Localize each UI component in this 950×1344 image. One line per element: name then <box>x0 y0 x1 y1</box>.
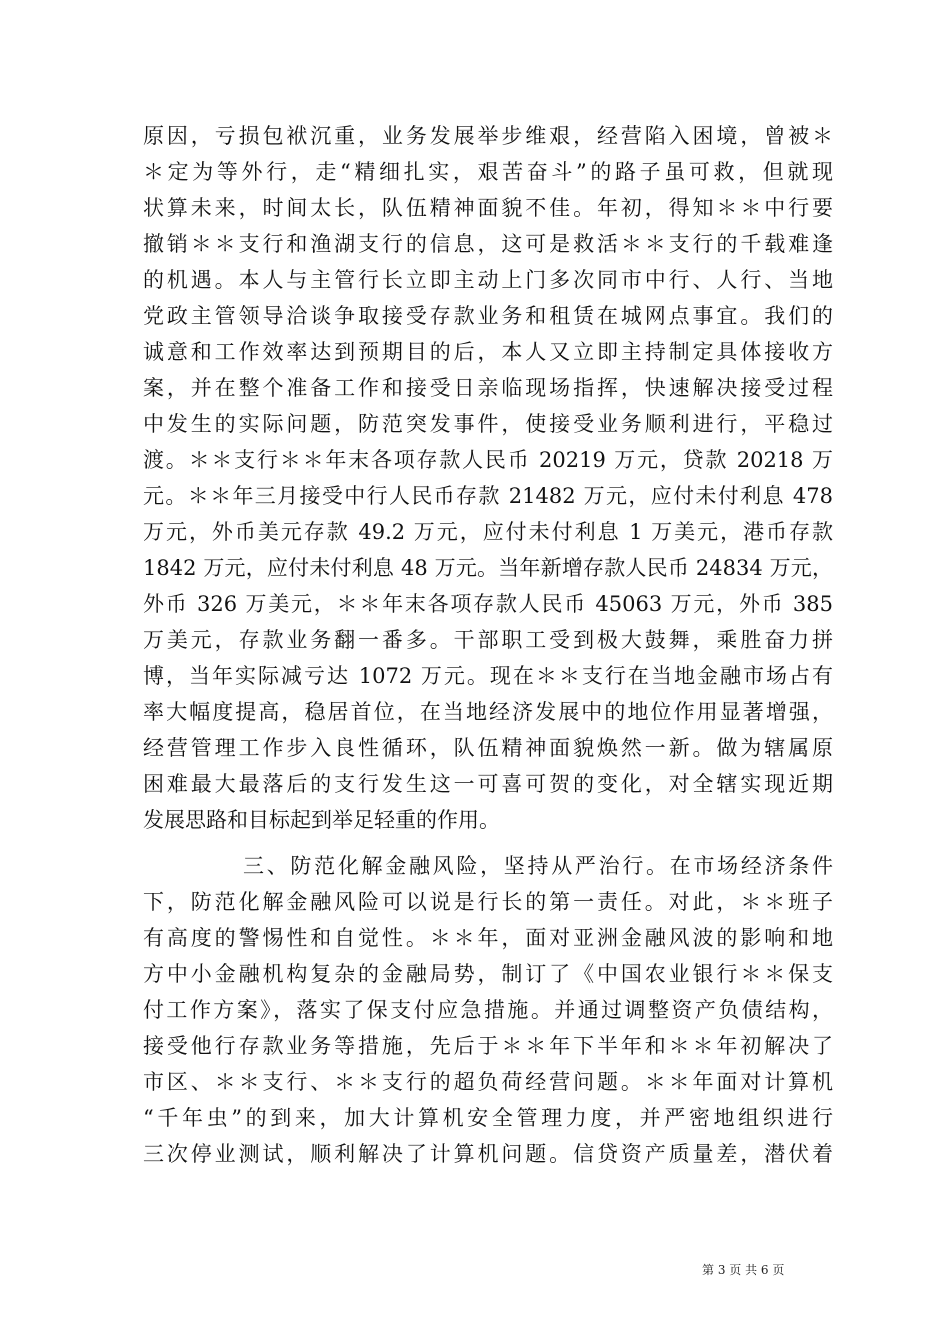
text-line: 原因，亏损包袱沉重，业务发展举步维艰，经营陷入困境，曾被＊ <box>143 124 833 148</box>
text-line: 博，当年实际减亏达 1072 万元。现在＊＊支行在当地金融市场占有 <box>143 664 833 688</box>
text-line: 外币 326 万美元，＊＊年末各项存款人民币 45063 万元，外币 385 <box>143 592 833 616</box>
text-line: 方中小金融机构复杂的金融局势，制订了《中国农业银行＊＊保支 <box>143 962 833 986</box>
text-line: 的机遇。本人与主管行长立即主动上门多次同市中行、人行、当地 <box>143 268 833 292</box>
text-line: 万元，外币美元存款 49.2 万元，应付未付利息 1 万美元，港币存款 <box>143 520 833 544</box>
text-line: 渡。＊＊支行＊＊年末各项存款人民币 20219 万元，贷款 20218 万 <box>143 448 833 472</box>
text-line: 付工作方案》，落实了保支付应急措施。并通过调整资产负债结构， <box>143 998 833 1022</box>
text-line: 三、防范化解金融风险，坚持从严治行。在市场经济条件 <box>243 854 833 878</box>
text-line: 三次停业测试，顺利解决了计算机问题。信贷资产质量差，潜伏着 <box>143 1142 833 1166</box>
paragraph-2 <box>143 848 833 1172</box>
text-line: “千年虫”的到来，加大计算机安全管理力度，并严密地组织进行 <box>143 1106 833 1130</box>
text-line: 案，并在整个准备工作和接受日亲临现场指挥，快速解决接受过程 <box>143 376 833 400</box>
text-line: 下，防范化解金融风险可以说是行长的第一责任。对此，＊＊班子 <box>143 890 833 914</box>
page-number: 第 3 页 共 6 页 <box>702 1263 785 1277</box>
paragraph-gap <box>143 838 833 848</box>
text-line: 万美元，存款业务翻一番多。干部职工受到极大鼓舞，乘胜奋力拼 <box>143 628 833 652</box>
text-line: 元。＊＊年三月接受中行人民币存款 21482 万元，应付未付利息 478 <box>143 484 833 508</box>
text-line: 1842 万元，应付未付利息 48 万元。当年新增存款人民币 24834 万元， <box>143 556 833 580</box>
text-line: 经营管理工作步入良性循环，队伍精神面貌焕然一新。做为辖属原 <box>143 736 833 760</box>
text-line: 中发生的实际问题，防范突发事件，使接受业务顺利进行，平稳过 <box>143 412 833 436</box>
text-line: 党政主管领导洽谈争取接受存款业务和租赁在城网点事宜。我们的 <box>143 304 833 328</box>
text-line: 市区、＊＊支行、＊＊支行的超负荷经营问题。＊＊年面对计算机 <box>143 1070 833 1094</box>
text-line: 诚意和工作效率达到预期目的后，本人又立即主持制定具体接收方 <box>143 340 833 364</box>
text-line: 发展思路和目标起到举足轻重的作用。 <box>143 808 500 832</box>
text-line: ＊定为等外行，走“精细扎实，艰苦奋斗”的路子虽可救，但就现 <box>143 160 833 184</box>
text-line: 困难最大最落后的支行发生这一可喜可贺的变化，对全辖实现近期 <box>143 772 833 796</box>
text-line: 率大幅度提高，稳居首位，在当地经济发展中的地位作用显著增强， <box>143 700 833 724</box>
paragraph-1 <box>143 118 833 838</box>
text-line: 有高度的警惕性和自觉性。＊＊年，面对亚洲金融风波的影响和地 <box>143 926 833 950</box>
text-line: 撤销＊＊支行和渔湖支行的信息，这可是救活＊＊支行的千载难逢 <box>143 232 833 256</box>
document-body <box>143 118 833 1172</box>
text-line: 接受他行存款业务等措施，先后于＊＊年下半年和＊＊年初解决了 <box>143 1034 833 1058</box>
text-line: 状算未来，时间太长，队伍精神面貌不佳。年初，得知＊＊中行要 <box>143 196 833 220</box>
